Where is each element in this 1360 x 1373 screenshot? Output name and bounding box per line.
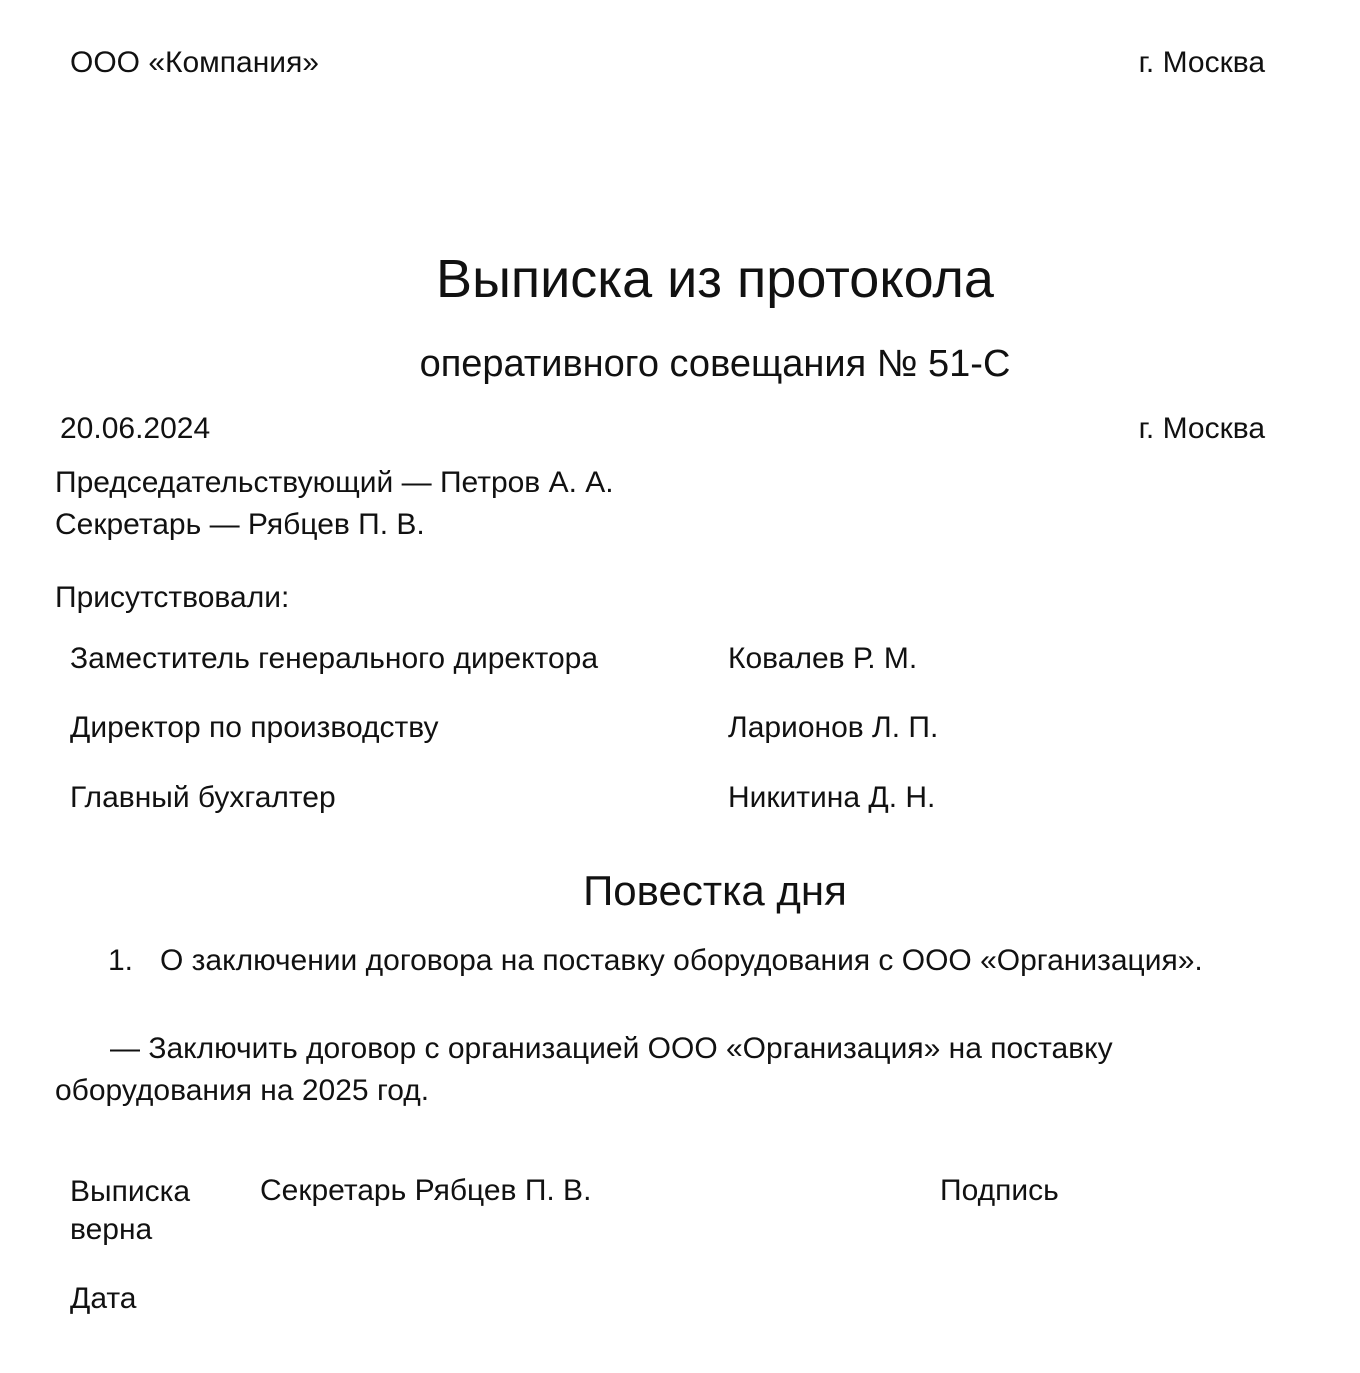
header-city: г. Москва bbox=[1138, 46, 1265, 79]
attendees-label: Присутствовали: bbox=[55, 581, 290, 614]
agenda-item bbox=[108, 943, 1203, 979]
attendee-name: Ларионов Л. П. bbox=[728, 711, 939, 744]
certified-label: Выписка верна bbox=[70, 1175, 191, 1246]
chairman: Председательствующий — Петров А. А. bbox=[55, 466, 614, 499]
meeting-date: 20.06.2024 bbox=[60, 412, 211, 445]
document-title: Выписка из протокола bbox=[436, 249, 994, 309]
agenda-item-number: 1. bbox=[108, 944, 134, 977]
decision-text: — Заключить договор с организацией ООО «Организация» на поставку оборудования на 2025 год. bbox=[55, 1032, 1113, 1107]
attendee-role: Директор по производству bbox=[70, 711, 439, 744]
organization-name: ООО «Компания» bbox=[70, 46, 319, 79]
secretary: Секретарь — Рябцев П. В. bbox=[55, 508, 425, 541]
signature-label: Подпись bbox=[940, 1174, 1059, 1207]
agenda-item-text: О заключении договора на поставку оборудования с ООО «Организация». bbox=[160, 944, 1203, 977]
attendee-role: Заместитель генерального директора bbox=[70, 642, 599, 675]
footer-secretary: Секретарь Рябцев П. В. bbox=[260, 1174, 592, 1207]
attendee-name: Ковалев Р. М. bbox=[728, 642, 918, 675]
date-label: Дата bbox=[70, 1282, 137, 1315]
meeting-city: г. Москва bbox=[1138, 412, 1265, 445]
attendee-role: Главный бухгалтер bbox=[70, 781, 336, 814]
attendee-name: Никитина Д. Н. bbox=[728, 781, 936, 814]
agenda-title: Повестка дня bbox=[583, 867, 847, 914]
document-subtitle: оперативного совещания № 51-С bbox=[419, 343, 1011, 385]
